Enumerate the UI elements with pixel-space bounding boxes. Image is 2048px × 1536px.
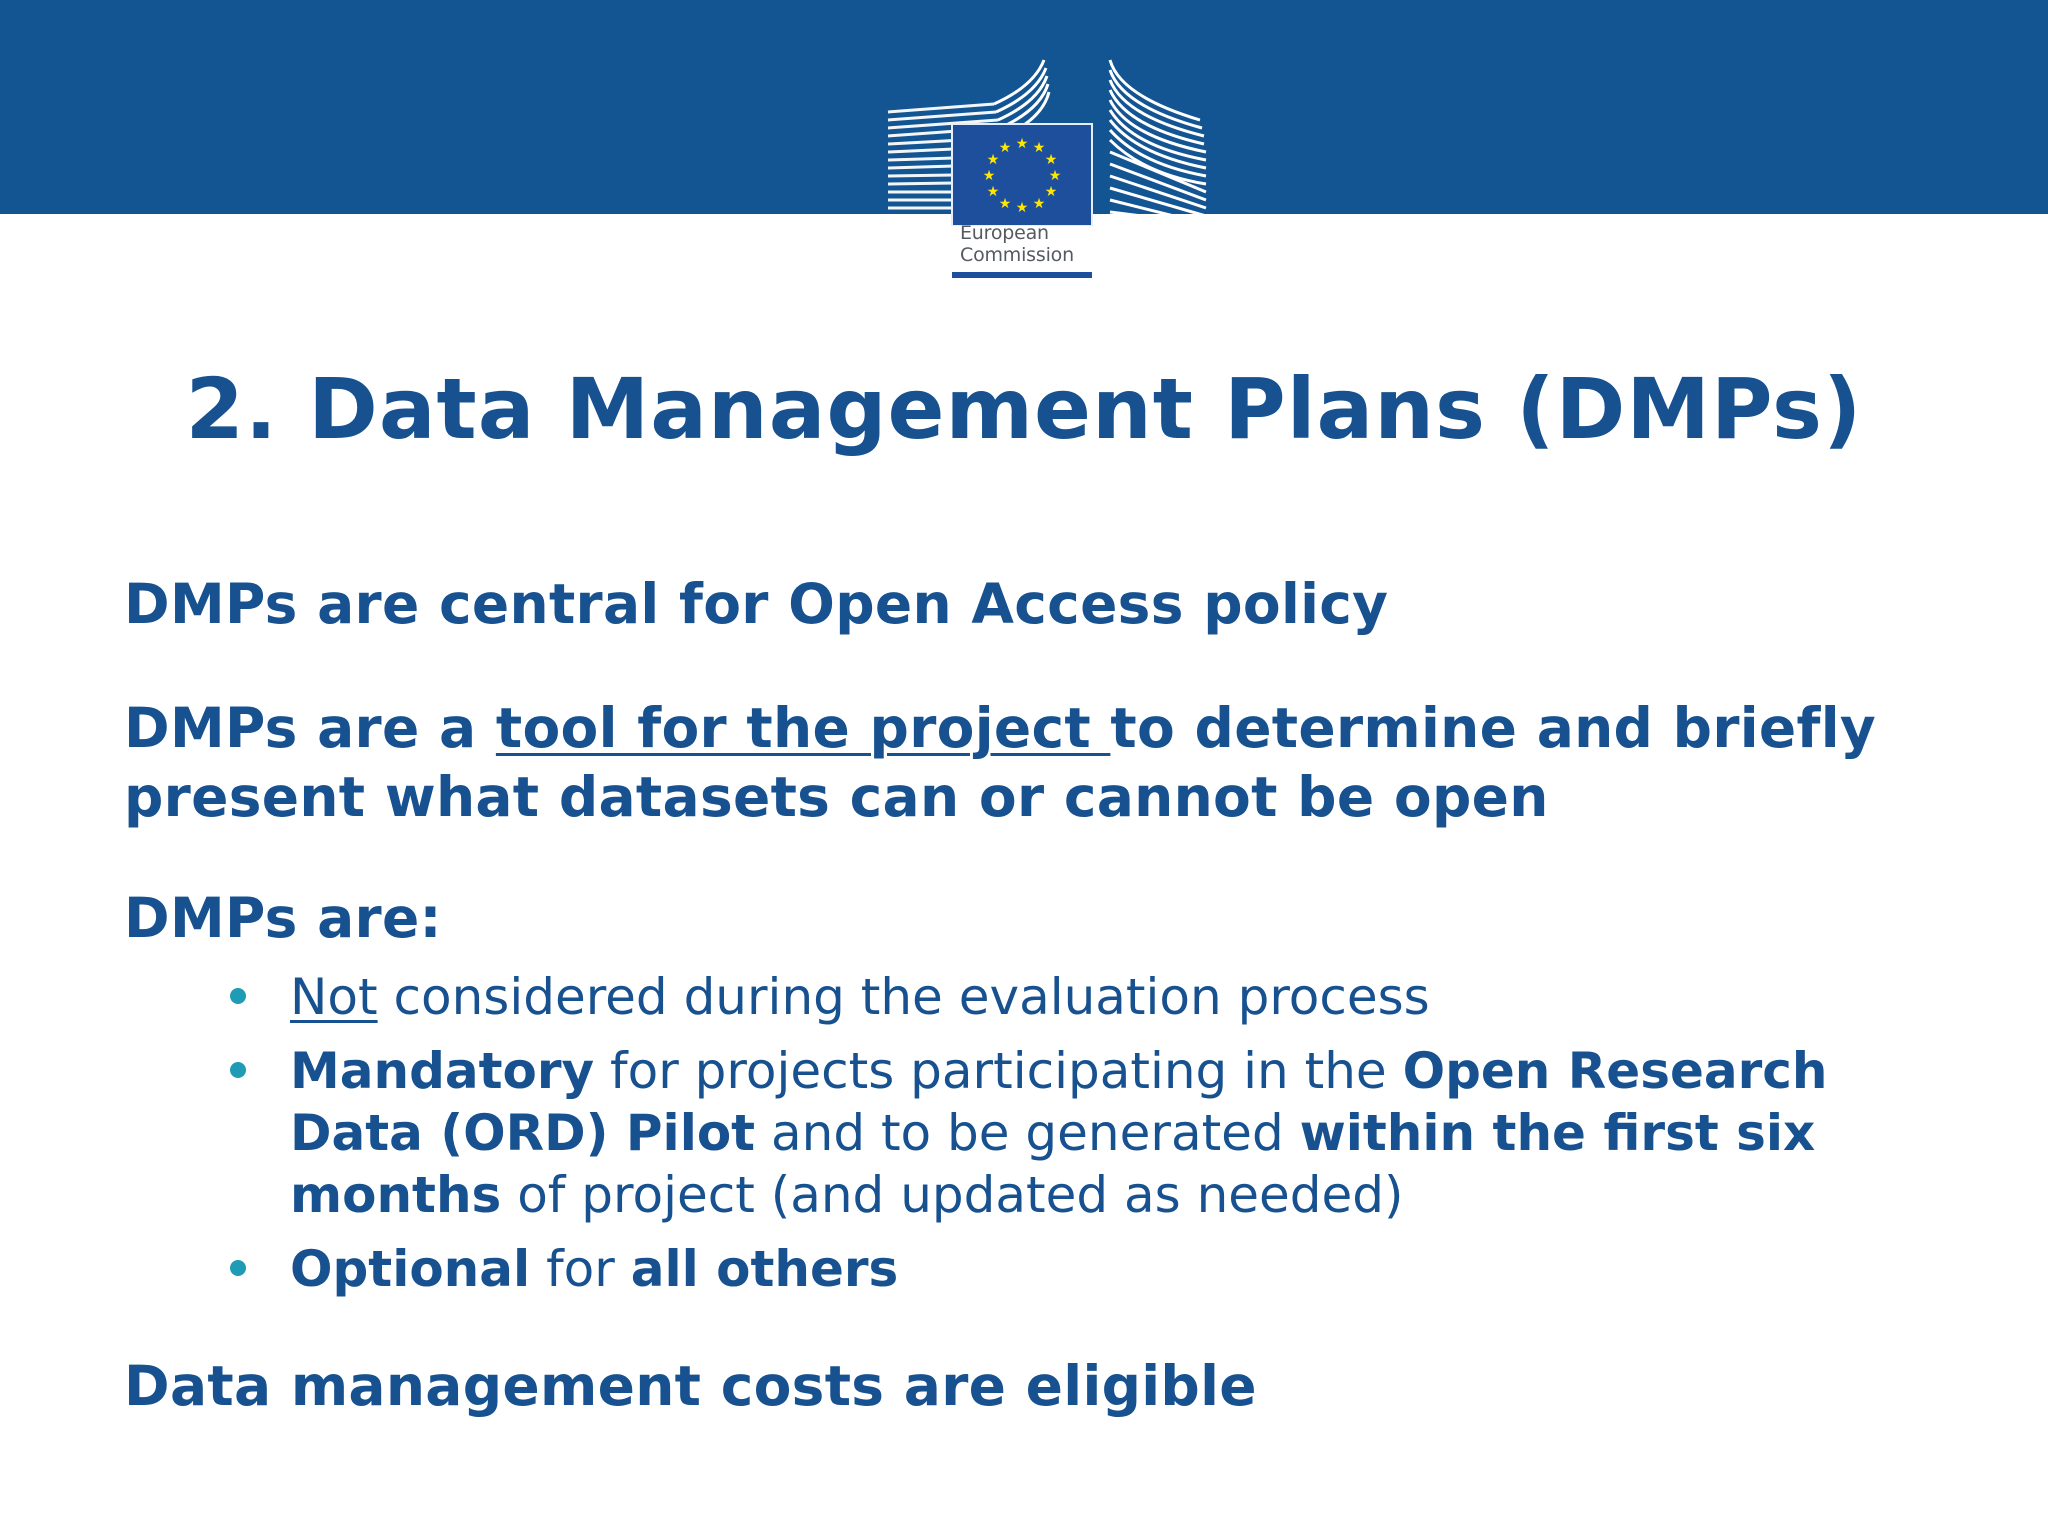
bullet-dot-icon — [230, 988, 246, 1004]
paragraph-costs-eligible: Data management costs are eligible — [124, 1354, 1257, 1418]
bullet-text: and to be generated — [755, 1104, 1300, 1162]
svg-text:★: ★ — [1044, 152, 1058, 168]
paragraph-tool-text-b: to determine and briefly — [1110, 696, 1877, 760]
paragraph-tool-line2: present what datasets can or cannot be open — [124, 765, 1549, 829]
bullet-text-bold: Open Research — [1402, 1042, 1828, 1100]
list-item — [228, 1040, 2008, 1226]
bullet-text: considered during the evaluation process — [377, 968, 1430, 1026]
paragraph-tool — [124, 694, 1876, 832]
svg-text:★: ★ — [998, 140, 1012, 156]
bullet-text-bold: Data (ORD) Pilot — [290, 1104, 756, 1162]
bullet-line-1 — [290, 1040, 2008, 1102]
bullet-dot-icon — [230, 1260, 246, 1276]
bullet-line-2 — [290, 1102, 2008, 1164]
bullet-text: for projects participating in the — [594, 1042, 1403, 1100]
svg-text:★: ★ — [982, 168, 996, 184]
slide-title: 2. Data Management Plans (DMPs) — [185, 360, 1863, 458]
bullet-dot-icon — [230, 1062, 246, 1078]
paragraph-tool-text-a: DMPs are a — [124, 696, 496, 760]
svg-text:★: ★ — [1048, 168, 1062, 184]
svg-text:★: ★ — [986, 184, 1000, 200]
logo-wordmark — [960, 222, 1074, 266]
svg-text:★: ★ — [1015, 136, 1029, 152]
european-commission-logo — [884, 56, 1210, 288]
berlaymont-building-icon — [884, 56, 1210, 226]
bullet-text: for — [530, 1240, 631, 1298]
bullet-text-bold: Optional — [290, 1240, 531, 1298]
paragraph-tool-underlined: tool for the project — [495, 696, 1111, 760]
logo-line-commission: Commission — [960, 244, 1074, 266]
list-item — [228, 966, 2008, 1028]
svg-text:★: ★ — [986, 152, 1000, 168]
bullet-text: of project (and updated as needed) — [501, 1166, 1404, 1224]
svg-text:★: ★ — [1032, 140, 1046, 156]
logo-line-european: European — [960, 222, 1049, 244]
bullet-text-bold: all others — [630, 1240, 899, 1298]
bullet-list — [228, 966, 2008, 1312]
bullet-text-bold: within the first six — [1299, 1104, 1816, 1162]
list-item — [228, 1238, 2008, 1300]
svg-text:★: ★ — [1032, 196, 1046, 212]
svg-text:★: ★ — [1044, 184, 1058, 200]
svg-text:★: ★ — [998, 196, 1012, 212]
logo-underline — [952, 272, 1092, 278]
paragraph-tool-line1 — [124, 694, 1876, 763]
bullet-text-not: Not — [290, 968, 378, 1026]
bullet-text-bold: months — [290, 1166, 502, 1224]
svg-text:★: ★ — [1015, 200, 1029, 216]
paragraph-central-policy: DMPs are central for Open Access policy — [124, 572, 1389, 636]
bullet-text-bold: Mandatory — [290, 1042, 595, 1100]
bullet-line-3 — [290, 1164, 2008, 1226]
paragraph-dmps-are: DMPs are: — [124, 886, 442, 950]
